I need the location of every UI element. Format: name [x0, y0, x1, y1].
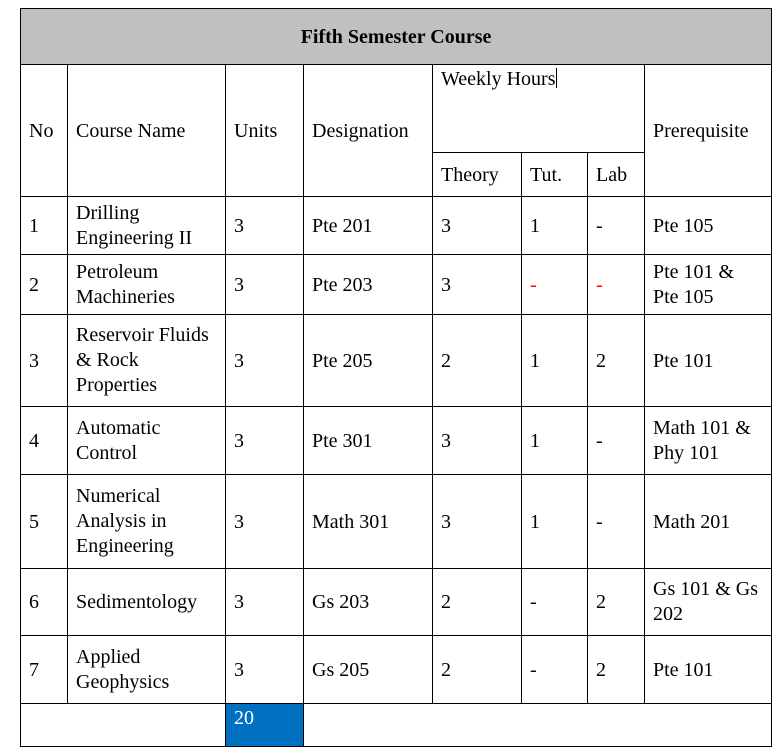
cell-units: 3	[226, 315, 304, 407]
cell-course-name: Numerical Analysis in Engineering	[68, 475, 226, 569]
total-empty-cell	[304, 704, 772, 747]
cell-no: 4	[21, 407, 68, 475]
cell-designation: Gs 203	[304, 569, 433, 636]
header-units: Units	[226, 65, 304, 197]
cell-prerequisite: Pte 101	[645, 315, 772, 407]
cell-units: 3	[226, 407, 304, 475]
cell-prerequisite: Pte 101 & Pte 105	[645, 255, 772, 315]
header-theory: Theory	[433, 153, 522, 197]
cell-lab: 2	[588, 315, 645, 407]
total-label-cell	[21, 704, 226, 747]
cell-theory: 2	[433, 315, 522, 407]
table-title: Fifth Semester Course	[21, 9, 772, 65]
cell-tut: -	[522, 255, 588, 315]
table-row	[21, 315, 772, 407]
table-row	[21, 636, 772, 704]
cell-theory: 2	[433, 636, 522, 704]
cell-designation: Pte 203	[304, 255, 433, 315]
cell-lab: 2	[588, 636, 645, 704]
header-lab: Lab	[588, 153, 645, 197]
cell-lab: -	[588, 255, 645, 315]
cell-units: 3	[226, 255, 304, 315]
cell-theory: 3	[433, 255, 522, 315]
cell-lab: -	[588, 407, 645, 475]
cell-tut: 1	[522, 475, 588, 569]
cell-no: 6	[21, 569, 68, 636]
cell-course-name: Automatic Control	[68, 407, 226, 475]
table-row	[21, 255, 772, 315]
cell-designation: Pte 301	[304, 407, 433, 475]
table-row	[21, 197, 772, 255]
total-units[interactable]: 20	[226, 704, 304, 747]
cell-units: 3	[226, 475, 304, 569]
cell-course-name: Drilling Engineering II	[68, 197, 226, 255]
cell-course-name: Applied Geophysics	[68, 636, 226, 704]
cell-theory: 3	[433, 475, 522, 569]
table-row	[21, 569, 772, 636]
cell-designation: Pte 205	[304, 315, 433, 407]
header-course-name: Course Name	[68, 65, 226, 197]
total-row	[21, 704, 772, 747]
cell-tut: 1	[522, 197, 588, 255]
cell-lab: -	[588, 197, 645, 255]
cell-tut: 1	[522, 407, 588, 475]
cell-prerequisite: Math 101 & Phy 101	[645, 407, 772, 475]
cell-prerequisite: Pte 105	[645, 197, 772, 255]
cell-course-name: Reservoir Fluids & Rock Properties	[68, 315, 226, 407]
cell-designation: Math 301	[304, 475, 433, 569]
cell-tut: -	[522, 636, 588, 704]
cell-tut: 1	[522, 315, 588, 407]
cell-course-name: Petroleum Machineries	[68, 255, 226, 315]
cell-theory: 3	[433, 197, 522, 255]
cell-tut: -	[522, 569, 588, 636]
cell-prerequisite: Math 201	[645, 475, 772, 569]
cell-lab: -	[588, 475, 645, 569]
table-row	[21, 475, 772, 569]
header-weekly-hours: Weekly Hours	[441, 68, 556, 90]
cell-no: 2	[21, 255, 68, 315]
course-table	[20, 8, 772, 747]
header-no: No	[21, 65, 68, 197]
cell-theory: 2	[433, 569, 522, 636]
cell-no: 1	[21, 197, 68, 255]
cell-designation: Pte 201	[304, 197, 433, 255]
cell-units: 3	[226, 197, 304, 255]
cell-units: 3	[226, 636, 304, 704]
table-row	[21, 407, 772, 475]
cell-prerequisite: Gs 101 & Gs 202	[645, 569, 772, 636]
header-weekly-hours-cell[interactable]	[433, 65, 645, 153]
cell-no: 5	[21, 475, 68, 569]
cell-prerequisite: Pte 101	[645, 636, 772, 704]
header-designation: Designation	[304, 65, 433, 197]
cell-designation: Gs 205	[304, 636, 433, 704]
cell-no: 3	[21, 315, 68, 407]
text-cursor	[556, 68, 557, 88]
cell-lab: 2	[588, 569, 645, 636]
cell-course-name: Sedimentology	[68, 569, 226, 636]
cell-units: 3	[226, 569, 304, 636]
cell-theory: 3	[433, 407, 522, 475]
header-prerequisite: Prerequisite	[645, 65, 772, 197]
header-tut: Tut.	[522, 153, 588, 197]
cell-no: 7	[21, 636, 68, 704]
